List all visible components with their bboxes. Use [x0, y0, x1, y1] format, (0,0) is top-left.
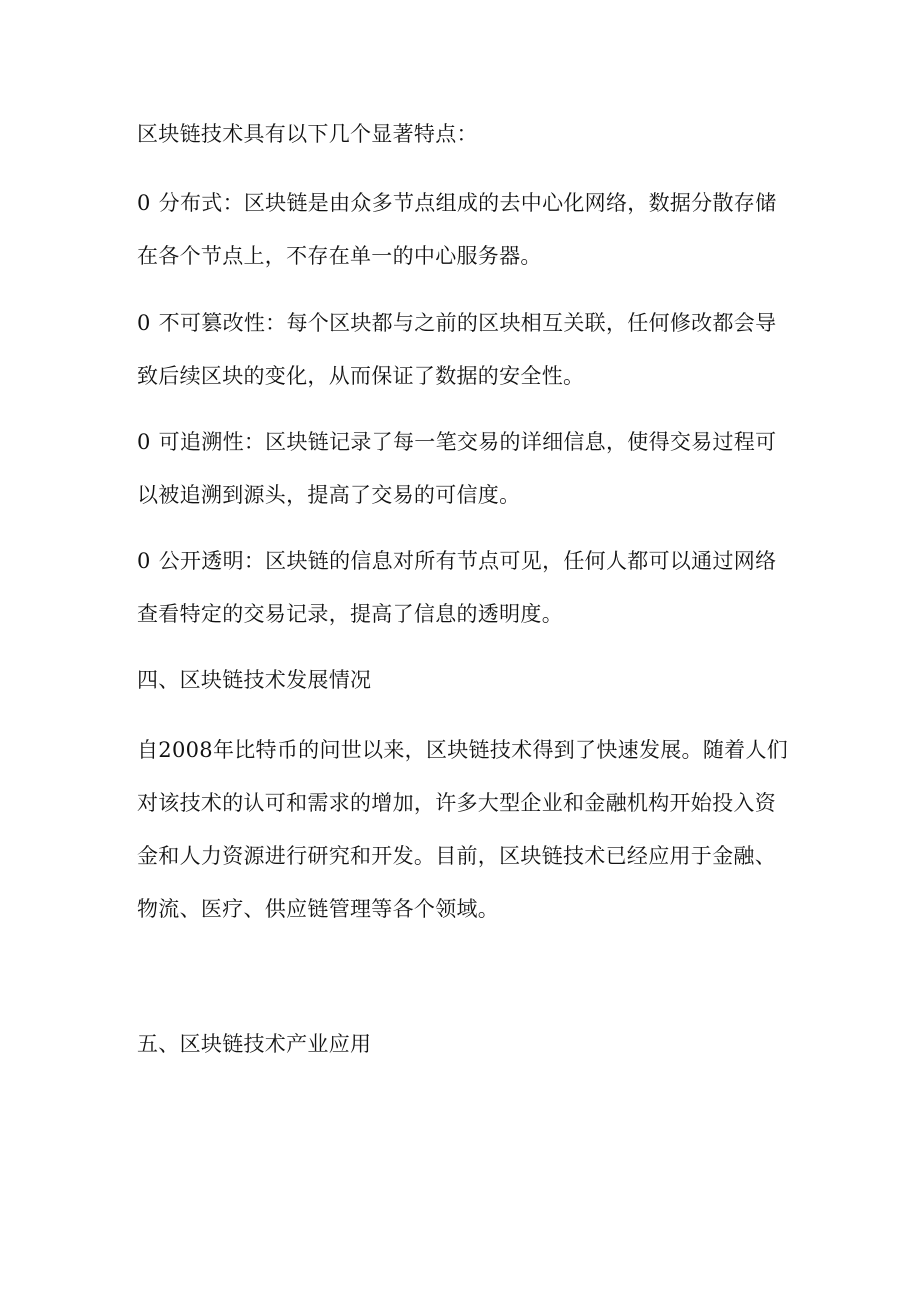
bullet-mark: 0 — [137, 311, 151, 335]
bullet-mark: 0 — [137, 430, 151, 454]
section-heading-development: 四、区块链技术发展情况 — [137, 668, 372, 692]
feature-text: 分布式：区块链是由众多节点组成的去中心化网络，数据分散存储在各个节点上，不存在单一的中心服务器。 — [137, 191, 777, 268]
bullet-mark: 0 — [137, 549, 151, 573]
bullet-mark: 0 — [137, 191, 151, 215]
feature-text: 不可篡改性：每个区块都与之前的区块相互关联，任何修改都会导致后续区块的变化，从而保证了数据的安全性。 — [137, 311, 777, 388]
feature-text: 公开透明：区块链的信息对所有节点可见，任何人都可以通过网络查看特定的交易记录，提高了信息的透明度。 — [137, 549, 777, 626]
development-paragraph: 自2008年比特币的问世以来，区块链技术得到了快速发展。随着人们对该技术的认可和需求的增加，许多大型企业和金融机构开始投入资金和人力资源进行研究和开发。目前，区块链技术已经应用于金融、物流、医疗、供应链管理等各个领域。 — [137, 738, 789, 921]
intro-paragraph: 区块链技术具有以下几个显著特点： — [137, 122, 478, 146]
section-heading-applications: 五、区块链技术产业应用 — [137, 1032, 372, 1056]
feature-item-transparent — [137, 535, 793, 641]
feature-text: 可追溯性：区块链记录了每一笔交易的详细信息，使得交易过程可以被追溯到源头，提高了交易的可信度。 — [137, 430, 777, 507]
feature-item-distributed — [137, 177, 793, 283]
feature-item-immutable — [137, 297, 793, 403]
feature-item-traceable — [137, 416, 793, 522]
